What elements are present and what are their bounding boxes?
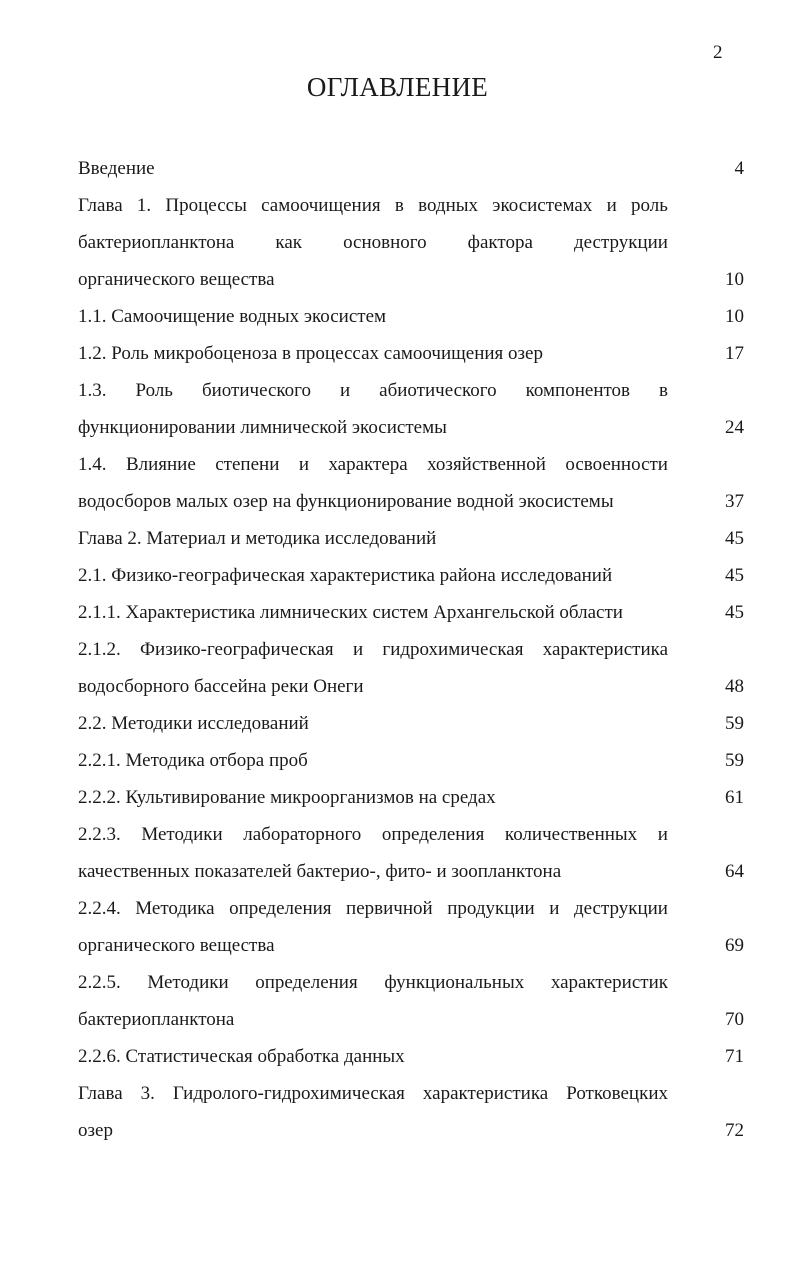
toc-entry-text: 2.2.4. Методика определения первичной продукции и деструкции: [78, 898, 668, 919]
toc-entry: [78, 631, 744, 705]
toc-entry-page: 17: [725, 343, 744, 364]
toc-entry-text: Глава 1. Процессы самоочищения в водных экосистемах и роль: [78, 195, 668, 216]
toc-entry-page: 48: [725, 676, 744, 697]
toc-entry: [78, 150, 744, 187]
toc-entry-text: 2.1. Физико-географическая характеристика района исследований: [78, 565, 613, 586]
table-of-contents: [78, 150, 744, 1149]
toc-entry-text: функционировании лимнической экосистемы: [78, 417, 447, 438]
toc-entry-page: 71: [725, 1046, 744, 1067]
toc-entry: [78, 446, 744, 520]
page-title: ОГЛАВЛЕНИЕ: [306, 72, 489, 102]
toc-entry-text: 1.1. Самоочищение водных экосистем: [78, 306, 387, 327]
toc-entry-page: 24: [725, 417, 744, 438]
toc-entry-text: 2.2.2. Культивирование микроорганизмов на средах: [78, 787, 496, 808]
toc-entry-text: Введение: [78, 158, 155, 179]
toc-entry-page: 59: [725, 750, 744, 771]
toc-entry-page: 10: [725, 269, 744, 290]
toc-entry: [78, 816, 744, 890]
toc-entry-page: 70: [725, 1009, 744, 1030]
toc-entry-text: бактериопланктона: [78, 1009, 235, 1030]
toc-entry: [78, 779, 744, 816]
toc-entry: [78, 594, 744, 631]
toc-entry: [78, 372, 744, 446]
toc-entry: [78, 335, 744, 372]
toc-entry-page: 45: [725, 565, 744, 586]
toc-entry-page: 37: [725, 491, 744, 512]
toc-entry-text: 1.4. Влияние степени и характера хозяйственной освоенности: [78, 454, 668, 475]
toc-entry-text: 2.2.1. Методика отбора проб: [78, 750, 308, 771]
toc-entry-text: 2.2.5. Методики определения функциональных характеристик: [78, 972, 668, 993]
toc-entry: [78, 298, 744, 335]
toc-entry-text: 2.2. Методики исследований: [78, 713, 309, 734]
toc-entry-page: 59: [725, 713, 744, 734]
toc-entry-page: 45: [725, 602, 744, 623]
toc-entry-text: органического вещества: [78, 935, 275, 956]
toc-entry-text: бактериопланктона как основного фактора деструкции: [78, 232, 668, 253]
toc-entry-text: качественных показателей бактерио-, фито- и зоопланктона: [78, 861, 562, 882]
toc-entry-text: 1.2. Роль микробоценоза в процессах самоочищения озер: [78, 343, 543, 364]
toc-entry-text: озер: [78, 1120, 113, 1141]
toc-entry-text: 2.2.3. Методики лабораторного определения количественных и: [78, 824, 668, 845]
toc-entry: [78, 1075, 744, 1149]
toc-entry-page: 45: [725, 528, 744, 549]
toc-entry-text: Глава 3. Гидролого-гидрохимическая характеристика Ротковецких: [78, 1083, 668, 1104]
toc-entry: [78, 705, 744, 742]
toc-entry: [78, 742, 744, 779]
toc-entry-text: Глава 2. Материал и методика исследований: [78, 528, 437, 549]
toc-entry-text: 2.1.1. Характеристика лимнических систем Архангельской области: [78, 602, 623, 623]
toc-entry-text: 1.3. Роль биотического и абиотического компонентов в: [78, 380, 668, 401]
toc-entry-page: 72: [725, 1120, 744, 1141]
toc-entry-page: 69: [725, 935, 744, 956]
toc-entry: [78, 964, 744, 1038]
toc-entry-page: 61: [725, 787, 744, 808]
toc-entry: [78, 187, 744, 298]
toc-entry-page: 10: [725, 306, 744, 327]
toc-entry-text: 2.2.6. Статистическая обработка данных: [78, 1046, 405, 1067]
toc-entry-text: водосборного бассейна реки Онеги: [78, 676, 364, 697]
toc-entry-page: 64: [725, 861, 744, 882]
toc-entry-text: 2.1.2. Физико-географическая и гидрохимическая характеристика: [78, 639, 668, 660]
toc-entry: [78, 557, 744, 594]
toc-entry-text: органического вещества: [78, 269, 275, 290]
toc-entry: [78, 890, 744, 964]
page-number: 2: [713, 42, 723, 63]
toc-entry-text: водосборов малых озер на функционирование водной экосистемы: [78, 491, 614, 512]
toc-entry-page: 4: [734, 158, 744, 179]
toc-entry: [78, 520, 744, 557]
toc-entry: [78, 1038, 744, 1075]
